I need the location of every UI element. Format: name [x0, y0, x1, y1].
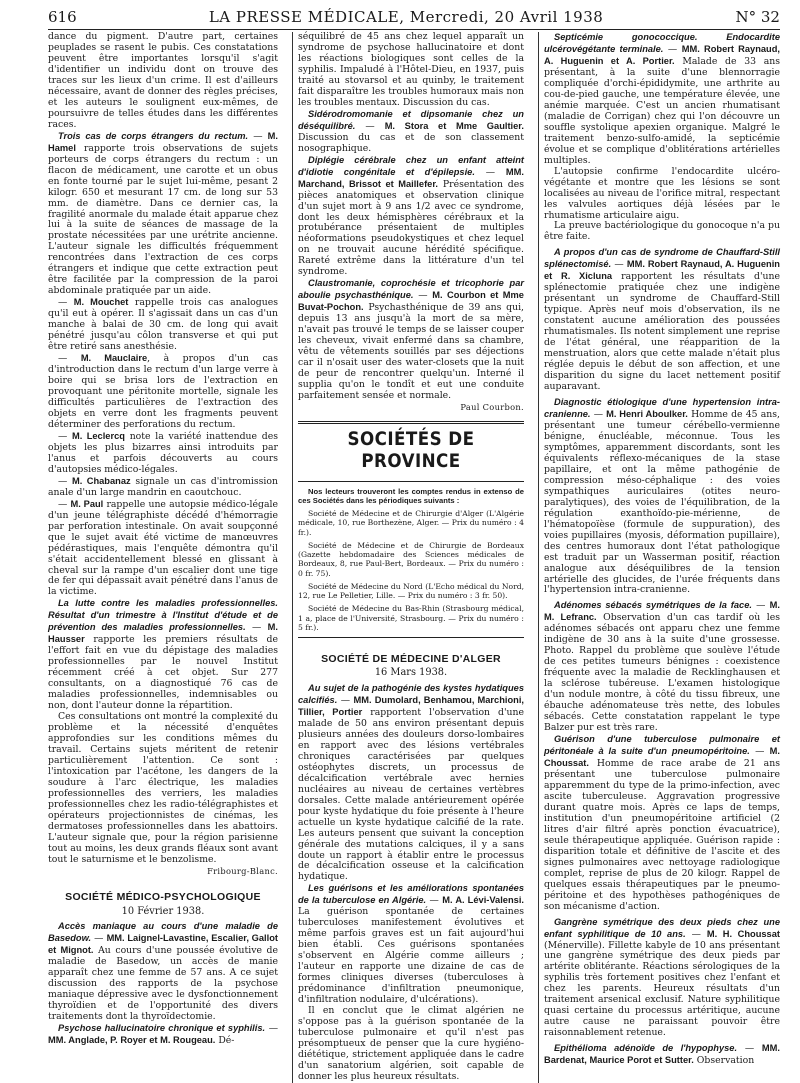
- article-epithelioma: Epithélioma adénoïde de l'hypophyse. — MM. Bardenat, Maurice Porot et Sutter. Observation: [544, 1043, 780, 1067]
- column-3: [544, 32, 780, 1083]
- issue-number: N° 32: [735, 8, 780, 26]
- notice-item: Société de Médecine du Bas-Rhin (Strasbourg médical, 1 a, place de l'Université, Strasbourg. — Prix du numéro : 5 fr.).: [298, 604, 524, 632]
- section-divider: [298, 481, 524, 482]
- article-heading: Au sujet de la pathogénie des kystes hydatiques calcifiés.: [298, 682, 524, 705]
- author-names: MM. Bardenat, Maurice Porot et Sutter.: [544, 1043, 780, 1066]
- society-title: SOCIÉTÉ MÉDICO-PSYCHOLOGIQUE: [65, 891, 261, 904]
- article-acces-maniaque: Accès maniaque au cours d'une maladie de Basedow. — MM. Laignel-Lavastine, Escalier, Gallot et Mignot. Au cours d'une poussée évolutive de maladie de Basedow, un accès de manie apparaît chez une femme de 57 ans. A ce sujet discussion des rapports de la psychose maniaque dépressive avec le dysfonctionnement thyroïdien et de l'opportunité des divers traitements dont la thyroïdectomie.: [48, 921, 278, 1023]
- signature: Paul Courbon.: [460, 401, 524, 412]
- three-column-body: [48, 31, 781, 1082]
- paragraph: L'autopsie confirme l'endocardite ulcéro-végétante et montre que les lésions se sont localisées au niveau de l'orifice mitral, respectant les valvules aortiques déjà lésées par le rhumatisme articulaire aigu.: [544, 165, 780, 221]
- article-heading: Septicémie gonococcique. Endocardite ulcérovégétante terminale.: [544, 32, 780, 54]
- paragraph: — M. Mauclaire, à propos d'un cas d'introduction dans le rectum d'un large verre à boire qui se brisa lors de l'extraction en provoquant une péritonite mortelle, signale les difficultés particulières de l'extraction des objets en verre dont les fragments peuvent déterminer des perforations du rectum.: [48, 353, 278, 430]
- article-hypertension: Diagnostic étiologique d'une hypertension intra-cranienne. — M. Henri Aboulker. Homme de 45 ans, présentant une tumeur cérébello-vermienne bénigne, énucléable, méconnue. Tous les symptômes, apparemment discordants, sont les équivalents réflexo-mécaniques de la stase papillaire, et ont la même pathogénie de compression méso-céphalique : des voies sympathiques auriculaires (otites neuro-paralytiques), des voies de l'équilibration, de la régulation exanthoïdo-pie-mérienne, de l'hématopoïèse (formule de suppuration), des voies pupillaires (myosis, déformation pupillaire), des centres humoraux dont l'état pathologique est traduit par un Wasserman positif, réaction analogue aux déséquilibres de la tension artérielle des glucides, de l'urée fréquents dans l'hypertension intra-cranienne.: [544, 397, 780, 596]
- section-title: SOCIÉTÉS DE PROVINCE: [347, 427, 475, 473]
- article-chauffard-still: A propos d'un cas de syndrome de Chauffard-Still splénectomisé. — MM. Robert Raynaud, A. Huguenin et R. Xicluna rapportent les résultats d'une splénectomie pratiquée chez une indigène présentant un syndrome de Chauffard-Still typique. Après neuf mois d'observation, ils ne constatent aucune amélioration des poussées rhumatismales. Ils notent simplement une reprise de l'état général, une réapparition de la menstruation, alors que cette malade n'était plus réglée depuis le début de son affection, et une disparition du signe du lacet nettement positif auparavant.: [544, 247, 780, 393]
- author-names: M. Leclercq: [72, 430, 125, 441]
- author-names: M. H. Choussat: [706, 928, 780, 939]
- author-names: M. Hamel: [48, 130, 278, 153]
- article-text: Malade de 33 ans présentant, à la suite d'une blennorragie compliquée d'orchi-épididymite, une arthrite au cou-de-pied gauche, une température élevée, une anémie marquée. C'est un ancien rhumatisant (maladie de Corrigan) chez qui l'on découvre un souffle systolique apexien organique. Malgré le traitement benzo-sulfo-amidé, la septicémie évolue et se complique d'oblitérations artérielles multiples.: [544, 55, 780, 166]
- article-heading: Adénomes sébacés symétriques de la face.: [554, 600, 752, 611]
- author-names: M. M. Lefranc.: [544, 600, 780, 623]
- article-heading: Claustromanie, coprochésie et tricophorie par aboulie psychasthénique.: [298, 278, 524, 301]
- article-trois-cas: Trois cas de corps étrangers du rectum. — M. Hamel rapporte trois observations de sujets porteurs de corps étrangers du rectum : un flacon de médicament, une carotte et un obus en fonte tourné par le sujet lui-même, pesant 2 kilogr. 650 et mesurant 17 cm. de long sur 53 mm. de diamètre. Dans ce dernier cas, la fragilité anormale du malade était apparue chez lui à la suite de séances de massage de la prostate nécessitées par une urétrite ancienne. L'auteur signale les difficultés fréquemment rencontrées dans l'extraction de ces corps étrangers et indique que cette extraction peut être facilitée par la compression de la paroi abdominale pratiquée par un aide.: [48, 130, 278, 297]
- paragraph: dance du pigment. D'autre part, certaines peuplades se rasent le pubis. Ces constatations peuvent être importantes lorsqu'il s'agit d'identifier un individu dont on trouve des traces sur les lieux d'un crime. Il est d'ailleurs nécessaire, avant de donner des règles précises, et les auteurs le soulignent eux-mêmes, de poursuivre de telles études dans les différentes races.: [48, 31, 278, 130]
- author-names: M. Hausser: [48, 622, 278, 645]
- article-gangrene: Gangrène symétrique des deux pieds chez une enfant syphilitique de 10 ans. — M. H. Choussat (Ménerville). Fillette kabyle de 10 ans présentant une gangrène symétrique des deux pieds par artérite oblitérante. Réactions sérologiques de la syphilis très fortement positives chez l'enfant et chez les parents. Heureux résultats d'un traitement arsenical exclusif. Nature syphilitique quasi certaine du processus artéritique, aucune autre cause ne paraissant pouvoir être raisonnablement retenue.: [544, 916, 780, 1039]
- article-siderodromomanie: Sidérodromomanie et dipsomanie chez un déséquilibré. — M. Stora et Mme Gaultier. Discussion du cas et de son classement nosographique.: [298, 108, 524, 154]
- article-text: rappelle une autopsie médico-légale d'un jeune télégraphiste décédé d'hémorragie par perforation intestinale. On avait soupçonné que le sujet avait été victime de manœuvres pédérastiques, mais l'enquête démontra qu'il s'était accidentellement blessé en glissant à cheval sur la rampe d'un escalier dont une tige de fer qui dépassait avait pénétré dans l'anus de la victime.: [48, 498, 278, 598]
- article-heading: Les guérisons et les améliorations spontanées de la tuberculose en Algérie.: [298, 883, 524, 906]
- article-maladies-professionnelles: La lutte contre les maladies professionnelles. Résultat d'un trimestre à l'Institut d'étude et de prévention des maladies professionnelles. — M. Hausser rapporte les premiers résultats de l'effort fait en vue du dépistage des maladies professionnelles par le nouvel Institut récemment créé à cet objet. Sur 277 consultants, on a diagnostiqué 76 cas de maladies professionnelles, indemnisables ou non, dont l'auteur donne la répartition.: [48, 598, 278, 712]
- society-date: 10 Février 1938.: [121, 905, 205, 917]
- section-divider: [298, 421, 524, 424]
- article-heading: Sidérodromomanie et dipsomanie chez un déséquilibré.: [298, 108, 524, 131]
- article-claustromanie: Claustromanie, coprochésie et tricophorie par aboulie psychasthénique. — M. Courbon et Mme Buvat-Pochon. Psychasthénique de 39 ans qui, depuis 13 ans jusqu'à la mort de sa mère, n'avait pas trouvé le temps de se laisser couper les cheveux, vivait enfermé dans sa chambre, vêtu de vêtements souillés par ses déjections car il n'osait user des water-closets que la nuit de peur de rencontrer quelqu'un. Interné il supplia qu'on le tondît et eut une conduite parfaitement sensée et normale.: [298, 278, 524, 401]
- author-names: MM. Marchand, Brissot et Maillefer.: [298, 166, 524, 189]
- article-text: La guérison spontanée de certaines tuberculoses manifestement évolutives et même parfois graves est un fait aujourd'hui bien établi. Ces guérisons spontanées s'observent en Algérie comme ailleurs ; l'auteur en rapporte une dizaine de cas de formes cliniques diverses (tuberculoses à prédominance d'infiltration pneumonique, d'infiltration nodulaire, d'ulcérations).: [298, 906, 524, 1006]
- article-heading: Gangrène symétrique des deux pieds chez une enfant syphilitique de 10 ans.: [544, 916, 780, 939]
- article-text: Homme de 45 ans, présentant une tumeur cérébello-vermienne bénigne, énucléable, méconnue. Tous les symptômes, apparemment discordants, sont les équivalents réflexo-mécaniques de la stase papillaire, et ont la même pathogénie de compression méso-céphalique : des voies sympathiques auriculaires (otites neuro-paralytiques), des voies de l'équilibration, de la régulation exanthoïdo-pie-mérienne, de l'hématopoïèse (formule de suppuration), des voies pupillaires (myosis, déformation pupillaire), des centres humoraux dont l'état pathologique est traduit par un Wasserman positif, réaction analogue aux déséquilibres de la tension artérielle des glucides, de l'urée fréquents dans l'hypertension intra-cranienne.: [544, 408, 780, 596]
- paragraph: séquilibré de 45 ans chez lequel apparaît un syndrome de psychose hallucinatoire et dont les réactions biologiques sont celles de la syphilis. Impaludé à l'Hôtel-Dieu, en 1937, puis traité au stovarsol et au quinby, le traitement fait disparaître les troubles humoraux mais non les troubles mentaux. Discussion du cas.: [298, 31, 524, 108]
- paragraph: — M. Leclercq note la variété inattendue des objets les plus bizarres ainsi introduits par l'anus et parfois découverts au cours d'autopsies médico-légales.: [48, 430, 278, 475]
- author-names: M. Choussat.: [544, 746, 780, 768]
- author-names: MM. Laignel-Lavastine, Escalier, Gallot et Mignot.: [48, 933, 278, 956]
- page-number: 616: [48, 8, 77, 26]
- article-diplegie: Diplégie cérébrale chez un enfant atteint d'idiotie congénitale et d'épilepsie. — MM. Marchand, Brissot et Maillefer. Présentation des pièces anatomiques et observation clinique d'un sujet mort à 9 ans 1/2 avec ce syndrome, dont les deux hémisphères cérébraux et la protubérance présentaient de multiples néoformations pseudokystiques et chez lequel on ne trouvait aucune hérédité spécifique. Rareté extrême dans la littérature d'un tel syndrome.: [298, 154, 525, 278]
- article-text: note la variété inattendue des objets les plus bizarres ainsi introduits par l'anus et parfois découverts au cours d'autopsies médico-légales.: [48, 430, 278, 475]
- journal-title: [209, 8, 603, 26]
- author-names: M. A. Lévi-Valensi.: [442, 895, 524, 906]
- author-names: M. Henri Aboulker.: [606, 408, 688, 419]
- article-heading: Diagnostic étiologique d'une hypertension intra-cranienne.: [544, 397, 780, 419]
- article-text: Présentation des pièces anatomiques et observation clinique d'un sujet mort à 9 ans 1/2 avec ce syndrome, dont les deux hémisphères cérébraux et la protubérance présentaient de multiples néoformations pseudokystiques et chez lequel on ne trouvait aucune hérédité spécifique. Rareté extrême dans la littérature d'un tel syndrome.: [298, 178, 525, 278]
- paragraph: Ces consultations ont montré la complexité du problème et la nécessité d'enquêtes approfondies sur les conditions mêmes du travail. Certains sujets méritent de retenir particulièrement l'attention. Ce sont : l'intoxication par l'acétone, les dangers de la soudure à l'arc électrique, les maladies professionnelles des verriers, les maladies professionnelles chez les radio-télégraphistes et opérateurs projectionnistes de cinémas, les dermatoses professionnelles dans les abattoirs. L'auteur signale que, pour la région parisienne tout au moins, les deux grands fléaux sont avant tout le saturnisme et le benzolisme.: [48, 711, 278, 865]
- article-heading: Guérison d'une tuberculose pulmonaire et péritonéale à la suite d'un pneumopéritoine.: [544, 734, 780, 757]
- society-title: SOCIÉTÉ DE MÉDECINE D'ALGER: [321, 653, 501, 666]
- society-date: 16 Mars 1938.: [374, 667, 448, 679]
- article-text: Psychasthénique de 39 ans qui, depuis 13 ans jusqu'à la mort de sa mère, n'avait pas trouvé le temps de se laisser couper les cheveux, vivait enfermé dans sa chambre, vêtu de vêtements souillés par ses déjections car il n'osait user des water-closets que la nuit de peur de rencontrer quelqu'un. Interné il supplia qu'on le tondît et eut une conduite parfaitement sensée et normale.: [298, 302, 524, 401]
- article-heading: Trois cas de corps étrangers du rectum.: [58, 130, 249, 141]
- article-text: rapporte trois observations de sujets porteurs de corps étrangers du rectum : un flacon de médicament, une carotte et un obus en fonte tourné par le sujet lui-même, pesant 2 kilogr. 650 et mesurant 17 cm. de long sur 53 mm. de diamètre. Dans ce dernier cas, la fragilité anormale du malade était apparue chez lui à la suite de séances de massage de la prostate nécessitées par une urétrite ancienne. L'auteur signale les difficultés fréquemment rencontrées dans l'extraction de ces corps étrangers et indique que cette extraction peut être facilitée par la compression de la paroi abdominale pratiquée par un aide.: [48, 142, 278, 297]
- article-text: rapporte les premiers résultats de l'effort fait en vue du dépistage des maladies professionnelles par le nouvel Institut récemment créé à cet objet. Sur 277 consultants, on a diagnostiqué 76 cas de maladies professionnelles, indemnisables ou non, dont l'auteur donne la répartition.: [48, 634, 278, 712]
- author-names: M. Paul: [70, 498, 104, 509]
- periodicals-notice: [298, 487, 524, 633]
- section-divider: [298, 637, 524, 638]
- article-text: Dé-: [218, 1035, 235, 1047]
- paragraph: La preuve bactériologique du gonocoque n'a pu être faite.: [544, 220, 780, 243]
- author-names: MM. Dumolard, Benhamou, Marchioni, Tillier, Portier: [298, 694, 524, 717]
- article-text: , à propos d'un cas d'introduction dans le rectum d'un large verre à boire qui se brisa lors de l'extraction en provoquant une péritonite mortelle, signale les difficultés particulières de l'extraction des objets en verre dont les fragments peuvent déterminer des perforations du rectum.: [48, 353, 278, 430]
- paragraph: — M. Mouchet rappelle trois cas analogues qu'il eut à opérer. Il s'agissait dans un cas d'un manche à balai de 30 cm. de long qui avait pénétré jusqu'au côlon transverse et qui put être retiré sans anesthésie.: [48, 297, 278, 353]
- article-kystes-hydatiques: Au sujet de la pathogénie des kystes hydatiques calcifiés. — MM. Dumolard, Benhamou, Marchioni, Tillier, Portier rapportent l'observation d'une malade de 50 ans environ présentant depuis plusieurs années des douleurs dorso-lombaires en rapport avec des lésions vertébrales chroniques caractérisées par quelques ostéophytes discrets, un processus de décalcification vertébrale avec hernies nucléaires au niveau de certaines vertèbres dorsales. Cette malade antérieurement opérée pour kyste hydatique du foie présente à l'heure actuelle un kyste hydatique calcifié de la rate. Les auteurs pensent que suivant la conception générale des mutations calciques, il y a sans doute un rapport à établir entre le processus de décalcification osseuse et la calcification hydatique.: [298, 682, 524, 883]
- article-psychose: Psychose hallucinatoire chronique et syphilis. — MM. Anglade, P. Royer et M. Rougeau. Dé-: [48, 1023, 278, 1047]
- article-text: rappelle trois cas analogues qu'il eut à opérer. Il s'agissait dans un cas d'un manche à balai de 30 cm. de long qui avait pénétré jusqu'au côlon transverse et qui put être retiré sans anesthésie.: [48, 297, 278, 353]
- column-2: [298, 32, 524, 1083]
- article-heading: Epithélioma adénoïde de l'hypophyse.: [554, 1043, 738, 1054]
- notice-lead: Nos lecteurs trouveront les comptes rendus in extenso de ces Sociétés dans les périodiques suivants :: [298, 486, 524, 505]
- notice-item: Société de Médecine et de Chirurgie d'Alger (L'Algérie médicale, 10, rue Borthezène, Alger. — Prix du numéro : 4 fr.).: [298, 509, 524, 537]
- issue-date: , Mercredi, 20 Avril 1938: [399, 8, 604, 26]
- article-septicemie: Septicémie gonococcique. Endocardite ulcérovégétante terminale. — MM. Robert Raynaud, A. Huguenin et A. Portier. Malade de 33 ans présentant, à la suite d'une blennorragie compliquée d'orchi-épididymite, une arthrite au cou-de-pied gauche, une température élevée, une anémie marquée. C'est un ancien rhumatisant (maladie de Corrigan) chez qui l'on découvre un souffle systolique apexien organique. Malgré le traitement benzo-sulfo-amidé, la septicémie évolue et se complique d'oblitérations artérielles multiples.: [544, 32, 780, 166]
- author-names: MM. Robert Raynaud, A. Huguenin et R. Xicluna: [544, 259, 780, 282]
- author-names: M. Mauclaire: [80, 353, 148, 364]
- article-guerison-tuberculose: Guérison d'une tuberculose pulmonaire et péritonéale à la suite d'un pneumopéritoine. — M. Choussat. Homme de race arabe de 21 ans présentant une tuberculose pulmonaire apparemment du type de la primo-infection, avec ascite tuberculeuse. Aggravation progressive durant quatre mois. Après ce laps de temps, institution d'un pneumopéritoine artificiel (2 litres d'air filtré après ponction évacuatrice), seule thérapeutique appliquée. Guérison rapide : disparition totale et définitive de l'ascite et des signes pulmonaires avec nettoyage radiologique complet, reprise de plus de 20 kilogr. Rappel de quelques essais thérapeutiques par le pneumo-péritoine et des hypothèses pathogéniques de son mécanisme d'action.: [544, 734, 780, 912]
- column-1: [48, 32, 278, 1083]
- article-text: signale un cas d'intromission anale d'un large mandrin en caoutchouc.: [48, 475, 278, 498]
- article-text: Au cours d'une poussée évolutive de maladie de Basedow, un accès de manie apparaît chez une femme de 57 ans. A ce sujet discussion des rapports de la psychose maniaque dépressive avec le dysfonctionnement thyroïdien et de l'opportunité des divers traitements dont la thyroïdectomie.: [48, 945, 278, 1023]
- author-names: M. Courbon et Mme Buvat-Pochon.: [298, 290, 524, 313]
- author-names: M. Stora et Mme Gaultier.: [384, 120, 524, 131]
- paragraph: — M. Chabanaz signale un cas d'intromission anale d'un large mandrin en caoutchouc.: [48, 475, 278, 498]
- article-text: Discussion du cas et de son classement nosographique.: [298, 131, 524, 154]
- article-text: Observation: [696, 1055, 755, 1067]
- article-text: rapportent l'observation d'une malade de 50 ans environ présentant depuis plusieurs années des douleurs dorso-lombaires en rapport avec des lésions vertébrales chroniques caractérisées par quelques ostéophytes discrets, un processus de décalcification vertébrale avec hernies nucléaires au niveau de certaines vertèbres dorsales. Cette malade antérieurement opérée pour kyste hydatique du foie présente à l'heure actuelle un kyste hydatique calcifié de la rate. Les auteurs pensent que suivant la conception générale des mutations calciques, il y a sans doute un rapport à établir entre le processus de décalcification osseuse et la calcification hydatique.: [298, 706, 524, 883]
- article-tuberculose-algerie: Les guérisons et les améliorations spontanées de la tuberculose en Algérie. — M. A. Lévi-Valensi. La guérison spontanée de certaines tuberculoses manifestement évolutives et même parfois graves est un fait aujourd'hui bien établi. Ces guérisons spontanées s'observent en Algérie comme ailleurs ; l'auteur en rapporte une dizaine de cas de formes cliniques diverses (tuberculoses à prédominance d'infiltration pneumonique, d'infiltration nodulaire, d'ulcérations).: [298, 883, 524, 1006]
- article-heading: Diplégie cérébrale chez un enfant atteint d'idiotie congénitale et d'épilepsie.: [298, 154, 524, 177]
- article-adenomes: Adénomes sébacés symétriques de la face. — M. M. Lefranc. Observation d'un cas tardif où les adénomes sébacés ont apparu chez une femme indigène de 30 ans à la suite d'une grossesse. Photo. Rappel du problème que soulève l'étude de ces petites tumeurs bénignes : coexistence fréquente avec la maladie de Recklinghausen et la sclérose tubéreuse. L'examen histologique d'un nodule montre, à côté du tissu fibreux, une ébauche adénomateuse très nette, des lobules sébacés. Cette constatation rappelant le type Balzer pur est très rare.: [544, 600, 781, 734]
- author-names: M. Chabanaz: [72, 475, 131, 486]
- signature: Fribourg-Blanc.: [207, 865, 278, 876]
- journal-name: LA PRESSE MÉDICALE: [208, 8, 400, 26]
- article-text: Observation d'un cas tardif où les adénomes sébacés ont apparu chez une femme indigène de 30 ans à la suite d'une grossesse. Photo. Rappel du problème que soulève l'étude de ces petites tumeurs bénignes : coexistence fréquente avec la maladie de Recklinghausen et la sclérose tubéreuse. L'examen histologique d'un nodule montre, à côté du tissu fibreux, une ébauche adénomateuse très nette, des lobules sébacés. Cette constatation rappelant le type Balzer pur est très rare.: [544, 612, 781, 734]
- article-heading: Psychose hallucinatoire chronique et syphilis.: [58, 1023, 266, 1034]
- article-heading: La lutte contre les maladies professionnelles. Résultat d'un trimestre à l'Institut d'étude et de prévention des maladies professionnelles.: [48, 598, 278, 633]
- author-names: M. Mouchet: [73, 297, 129, 308]
- author-names: MM. Robert Raynaud, A. Huguenin et A. Portier.: [544, 43, 780, 66]
- article-text: (Ménerville). Fillette kabyle de 10 ans présentant une gangrène symétrique des deux pieds par artérite oblitérante. Réactions sérologiques de la syphilis très fortement positives chez l'enfant et chez les parents. Heureux résultats d'un traitement arsenical exclusif. Nature syphilitique quasi certaine du processus artéritique, aucune autre cause ne paraissant pouvoir être raisonnablement retenue.: [544, 939, 780, 1039]
- paragraph: Il en conclut que le climat algérien ne s'oppose pas à la guérison spontanée de la tuberculose pulmonaire et qu'il n'est pas présomptueux de penser que la cure hygiéno-diététique, strictement appliquée dans le cadre d'un sanatorium algérien, soit capable de donner les plus heureux résultats.: [298, 1005, 524, 1082]
- article-heading: Accès maniaque au cours d'une maladie de Basedow.: [48, 921, 278, 944]
- article-text: rapportent les résultats d'une splénectomie pratiquée chez une indigène présentant un syndrome de Chauffard-Still typique. Après neuf mois d'observation, ils ne constatent aucune amélioration des poussées rhumatismales. Ils notent simplement une reprise de l'état général, une réapparition de la menstruation, alors que cette malade n'était plus réglée depuis le début de son affection, et une disparition du signe du lacet nettement positif auparavant.: [544, 271, 780, 393]
- running-header: [48, 4, 780, 30]
- author-names: MM. Anglade, P. Royer et M. Rougeau.: [48, 1035, 216, 1046]
- paragraph: — M. Paul rappelle une autopsie médico-légale d'un jeune télégraphiste décédé d'hémorragie par perforation intestinale. On avait soupçonné que le sujet avait été victime de manœuvres pédérastiques, mais l'enquête démontra qu'il s'était accidentellement blessé en glissant à cheval sur la rampe d'un escalier dont une tige de fer qui dépassait avait pénétré dans l'anus de la victime.: [48, 498, 278, 598]
- article-heading: A propos d'un cas de syndrome de Chauffard-Still splénectomisé.: [544, 247, 780, 270]
- notice-item: Société de Médecine du Nord (L'Echo médical du Nord, 12, rue Le Pelletier, Lille. — Prix du numéro : 3 fr. 50).: [298, 581, 524, 601]
- notice-item: Société de Médecine et de Chirurgie de Bordeaux (Gazette hebdomadaire des Sciences médicales de Bordeaux, 8, rue Paul-Bert, Bordeaux. — Prix du numéro : 0 fr. 75).: [298, 540, 524, 578]
- article-text: Homme de race arabe de 21 ans présentant une tuberculose pulmonaire apparemment du type de la primo-infection, avec ascite tuberculeuse. Aggravation progressive durant quatre mois. Après ce laps de temps, institution d'un pneumopéritoine artificiel (2 litres d'air filtré après ponction évacuatrice), seule thérapeutique appliquée. Guérison rapide : disparition totale et définitive de l'ascite et des signes pulmonaires avec nettoyage radiologique complet, reprise de plus de 20 kilogr. Rappel de quelques essais thérapeutiques par le pneumo-péritoine et des hypothèses pathogéniques de son mécanisme d'action.: [544, 758, 780, 912]
